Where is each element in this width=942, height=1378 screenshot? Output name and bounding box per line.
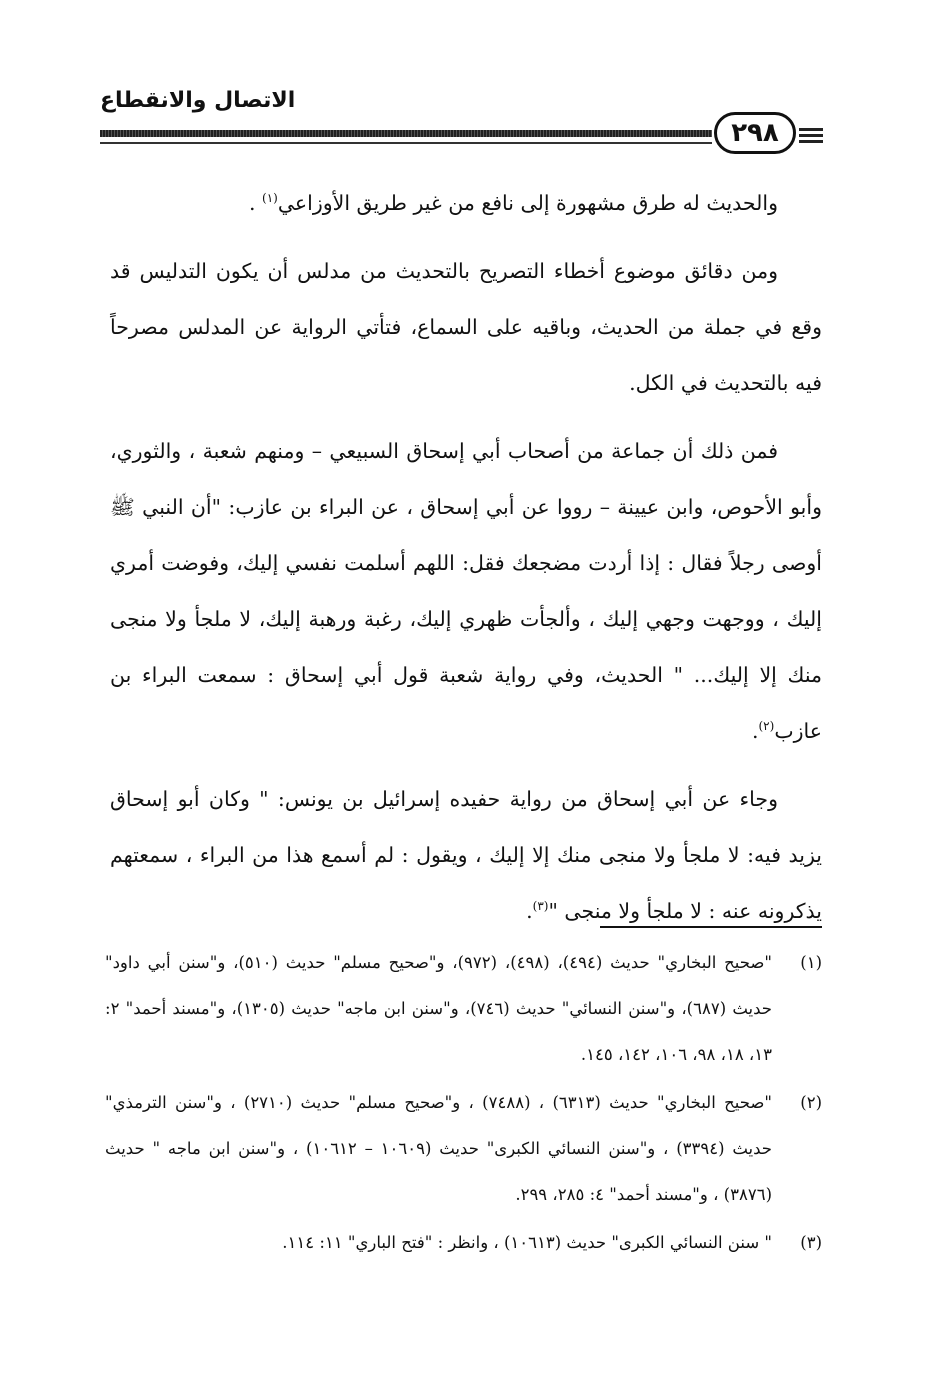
page-number: ٢٩٨ <box>714 112 796 154</box>
paragraph <box>110 423 822 759</box>
paragraph-text: والحديث له طرق مشهورة إلى نافع من غير طريق الأوزاعي <box>277 191 778 215</box>
footnote <box>105 1080 822 1218</box>
paragraph-tail: . <box>751 719 759 743</box>
page-header <box>100 80 822 170</box>
paragraph <box>110 243 822 411</box>
footnote-text: "صحيح البخاري" حديث (٦٣١٣) ، (٧٤٨٨) ، و"صحيح مسلم" حديث (٢٧١٠) ، و"سنن الترمذي" حديث (٣٣٩٤) ، و"سنن النسائي الكبرى" حديث (١٠٦٠٩ – ١٠٦١٢) ، و"سنن ابن ماجه " حديث (٣٨٧٦) ، و"مسند أحمد" ٤: ٢٨٥، ٢٩٩. <box>105 1093 772 1204</box>
footnote-number: (٣) <box>800 1233 822 1252</box>
header-side-mark <box>799 128 823 131</box>
header-side-mark <box>799 140 823 143</box>
main-text <box>110 175 822 951</box>
footnote-text: "صحيح البخاري" حديث (٤٩٤)، (٤٩٨)، (٩٧٢)، و"صحيح مسلم" حديث (٥١٠)، و"سنن أبي داود" حديث (٦٨٧)، و"سنن النسائي" حديث (٧٤٦)، و"سنن ابن ماجه" حديث (١٣٠٥)، و"مسند أحمد" ٢: ١٣، ١٨، ٩٨، ١٠٦، ١٤٢، ١٤٥. <box>105 953 772 1064</box>
footnote-ref: (٢) <box>758 719 775 734</box>
header-side-mark <box>799 134 823 137</box>
paragraph-text: فمن ذلك أن جماعة من أصحاب أبي إسحاق السبيعي – ومنهم شعبة ، والثوري، وأبو الأحوص، وابن عيينة – رووا عن أبي إسحاق ، عن البراء بن عازب: "أن النبي ﷺ أوصى رجلاً فقال : إذا أردت مضجعك فقل: اللهم أسلمت نفسي إليك، وفوضت أمري إليك ، ووجهت وجهي إليك ، وألجأت ظهري إليك، رغبة ورهبة إليك، لا ملجأ ولا منجى منك إلا إليك... " الحديث، وفي رواية شعبة قول أبي إسحاق : سمعت البراء بن عازب <box>110 439 822 743</box>
header-rule-thick <box>100 130 712 137</box>
footnote-ref: (٣) <box>532 899 549 914</box>
header-rule-thin <box>100 142 712 144</box>
paragraph-text: ومن دقائق موضوع أخطاء التصريح بالتحديث من مدلس أن يكون التدليس قد وقع في جملة من الحديث، وباقيه على السماع، فتأتي الرواية عن المدلس مصرحاً فيه بالتحديث في الكل. <box>110 259 822 395</box>
footnote-ref: (١) <box>262 191 278 206</box>
paragraph-tail: . <box>526 899 533 923</box>
footnote <box>105 940 822 1078</box>
paragraph <box>110 175 822 231</box>
footnote-number: (٢) <box>800 1093 822 1112</box>
running-title: الاتصال والانقطاع <box>100 88 296 113</box>
footnote <box>105 1220 822 1266</box>
footnotes <box>105 940 822 1268</box>
footnote-number: (١) <box>800 953 822 972</box>
footnote-separator <box>600 926 822 928</box>
paragraph <box>110 771 822 939</box>
footnote-text: " سنن النسائي الكبرى" حديث (١٠٦١٣) ، وانظر : "فتح الباري" ١١: ١١٤. <box>282 1233 772 1252</box>
paragraph-text: وجاء عن أبي إسحاق من رواية حفيده إسرائيل بن يونس: " وكان أبو إسحاق يزيد فيه: لا ملجأ ولا منجى منك إلا إليك ، ويقول : لم أسمع هذا من البراء ، سمعتهم يذكرونه عنه : لا ملجأ ولا منجى " <box>110 787 822 923</box>
paragraph-tail: . <box>248 191 262 215</box>
